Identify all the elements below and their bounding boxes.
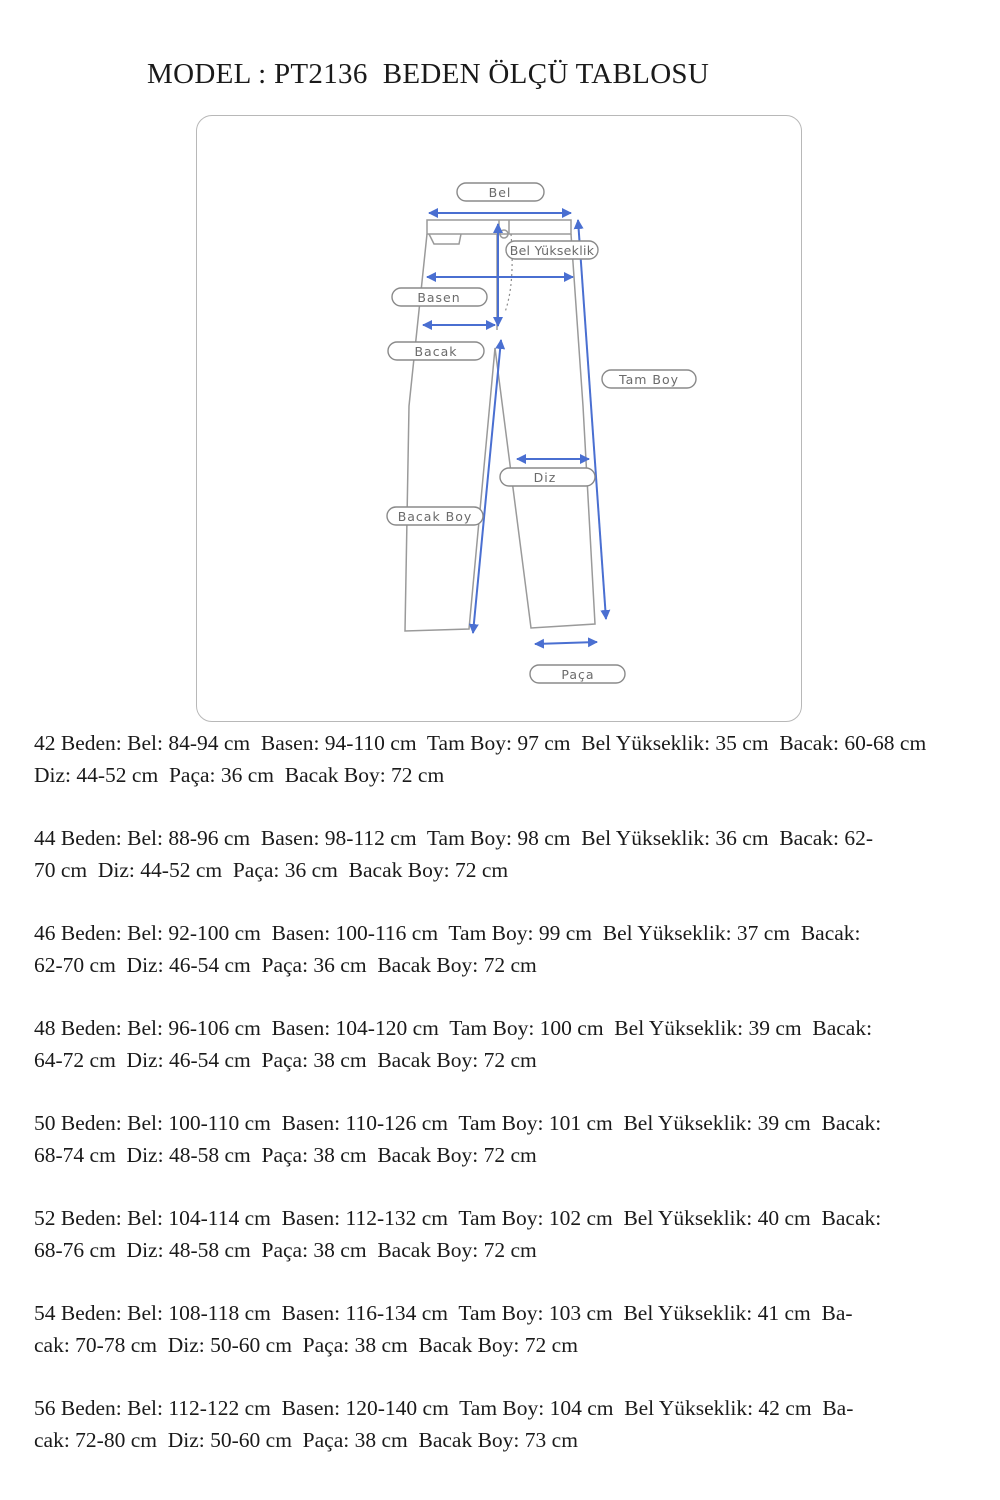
label-bel bbox=[457, 183, 544, 201]
size-entry-48 bbox=[34, 1013, 966, 1076]
size-entry-line1: 44 Beden: Bel: 88-96 cm Basen: 98-112 cm Tam Boy: 98 cm Bel Yükseklik: 36 cm Bacak: 62- bbox=[34, 826, 874, 850]
bacak-boy-measure bbox=[473, 340, 501, 633]
label-paca bbox=[530, 665, 625, 683]
label-diz bbox=[500, 468, 595, 486]
size-entry-50 bbox=[34, 1108, 966, 1171]
size-entry-line2: 68-74 cm Diz: 48-58 cm Paça: 38 cm Bacak Boy: 72 cm bbox=[34, 1142, 537, 1167]
size-entry-46 bbox=[34, 918, 966, 981]
measurement-diagram bbox=[196, 115, 802, 722]
size-entry-line2: 64-72 cm Diz: 46-54 cm Paça: 38 cm Bacak Boy: 72 cm bbox=[34, 1047, 537, 1072]
size-entry-line1: 54 Beden: Bel: 108-118 cm Basen: 116-134 cm Tam Boy: 103 cm Bel Yükseklik: 41 cm Ba- bbox=[34, 1301, 853, 1325]
svg-text:Bacak: Bacak bbox=[414, 344, 458, 359]
size-entry-line2: cak: 70-78 cm Diz: 50-60 cm Paça: 38 cm Bacak Boy: 72 cm bbox=[34, 1332, 578, 1357]
size-entry-line2: cak: 72-80 cm Diz: 50-60 cm Paça: 38 cm Bacak Boy: 73 cm bbox=[34, 1427, 578, 1452]
svg-text:Basen: Basen bbox=[417, 290, 461, 305]
size-entry-line2: 70 cm Diz: 44-52 cm Paça: 36 cm Bacak Boy: 72 cm bbox=[34, 857, 509, 882]
paca-measure bbox=[535, 642, 597, 644]
label-basen bbox=[392, 288, 487, 306]
label-tam-boy bbox=[602, 370, 696, 388]
label-bacak bbox=[388, 342, 484, 360]
size-entry-44 bbox=[34, 823, 966, 886]
size-entry-line1: 42 Beden: Bel: 84-94 cm Basen: 94-110 cm Tam Boy: 97 cm Bel Yükseklik: 35 cm Bacak: 60-68 cm bbox=[34, 731, 927, 755]
svg-text:Tam Boy: Tam Boy bbox=[619, 372, 679, 387]
svg-text:Diz: Diz bbox=[533, 470, 557, 485]
size-entry-line2: 62-70 cm Diz: 46-54 cm Paça: 36 cm Bacak Boy: 72 cm bbox=[34, 952, 537, 977]
measure-lines bbox=[423, 213, 606, 644]
svg-text:Bacak Boy: Bacak Boy bbox=[397, 509, 473, 524]
size-entry-line1: 52 Beden: Bel: 104-114 cm Basen: 112-132 cm Tam Boy: 102 cm Bel Yükseklik: 40 cm Bacak: bbox=[34, 1206, 882, 1230]
size-entry-line2: Diz: 44-52 cm Paça: 36 cm Bacak Boy: 72 cm bbox=[34, 762, 445, 787]
size-entry-56 bbox=[34, 1393, 966, 1456]
size-entry-line1: 50 Beden: Bel: 100-110 cm Basen: 110-126 cm Tam Boy: 101 cm Bel Yükseklik: 39 cm Bacak: bbox=[34, 1111, 882, 1135]
size-entry-42 bbox=[34, 728, 966, 791]
size-entry-line1: 48 Beden: Bel: 96-106 cm Basen: 104-120 cm Tam Boy: 100 cm Bel Yükseklik: 39 cm Bacak: bbox=[34, 1016, 873, 1040]
size-entry-54 bbox=[34, 1298, 966, 1361]
svg-text:Bel Yükseklik: Bel Yükseklik bbox=[509, 243, 595, 258]
size-entry-line2: 68-76 cm Diz: 48-58 cm Paça: 38 cm Bacak Boy: 72 cm bbox=[34, 1237, 537, 1262]
label-bacak-boy bbox=[387, 507, 483, 525]
size-list bbox=[34, 728, 966, 1488]
size-entry-line1: 46 Beden: Bel: 92-100 cm Basen: 100-116 cm Tam Boy: 99 cm Bel Yükseklik: 37 cm Bacak: bbox=[34, 921, 861, 945]
trousers-diagram-icon bbox=[197, 116, 803, 723]
trousers-outline bbox=[405, 220, 595, 631]
label-bel-yukseklik bbox=[506, 241, 598, 259]
svg-text:Bel: Bel bbox=[488, 185, 512, 200]
size-entry-52 bbox=[34, 1203, 966, 1266]
svg-text:Paça: Paça bbox=[561, 667, 595, 682]
page-title: MODEL : PT2136 BEDEN ÖLÇÜ TABLOSU bbox=[147, 58, 710, 90]
size-entry-line1: 56 Beden: Bel: 112-122 cm Basen: 120-140 cm Tam Boy: 104 cm Bel Yükseklik: 42 cm Ba- bbox=[34, 1396, 854, 1420]
